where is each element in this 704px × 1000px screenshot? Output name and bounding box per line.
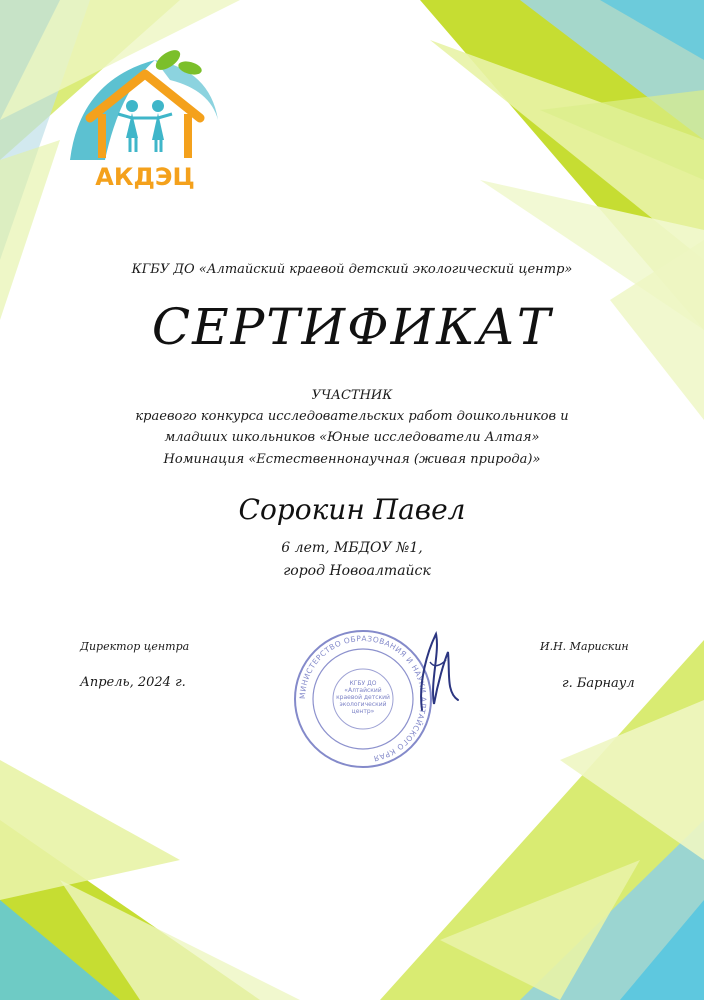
logo-text: АКДЭЦ <box>95 163 195 191</box>
issue-city: г. Барнаул <box>562 676 635 691</box>
organization-name: КГБУ ДО «Алтайский краевой детский экологический центр» <box>131 262 573 277</box>
director-signature <box>400 622 470 722</box>
stamp-outer-text: МИНИСТЕРСТВО ОБРАЗОВАНИЯ И НАУКИ АЛТАЙСКОГО КРАЯ <box>297 633 429 764</box>
description-line-2: младших школьников «Юные исследователи Алтая» <box>164 430 540 445</box>
issue-date: Апрель, 2024 г. <box>80 675 186 690</box>
description-line-1: краевого конкурса исследовательских работ дошкольников и <box>135 409 569 424</box>
recipient-details-2: город Новоалтайск <box>283 563 431 579</box>
akdec-logo <box>60 40 230 200</box>
director-label: Директор центра <box>80 640 190 653</box>
participant-role: УЧАСТНИК <box>311 388 393 403</box>
recipient-name: Сорокин Павел <box>238 493 466 526</box>
nomination-line: Номинация «Естественнонаучная (живая природа)» <box>163 452 541 467</box>
recipient-details-1: 6 лет, МБДОУ №1, <box>281 540 423 556</box>
stamp-center-text: КГБУ ДО «Алтайский краевой детский экологический центр» <box>336 680 390 715</box>
certificate-title: СЕРТИФИКАТ <box>151 298 553 356</box>
director-name: И.Н. Марискин <box>540 640 629 653</box>
